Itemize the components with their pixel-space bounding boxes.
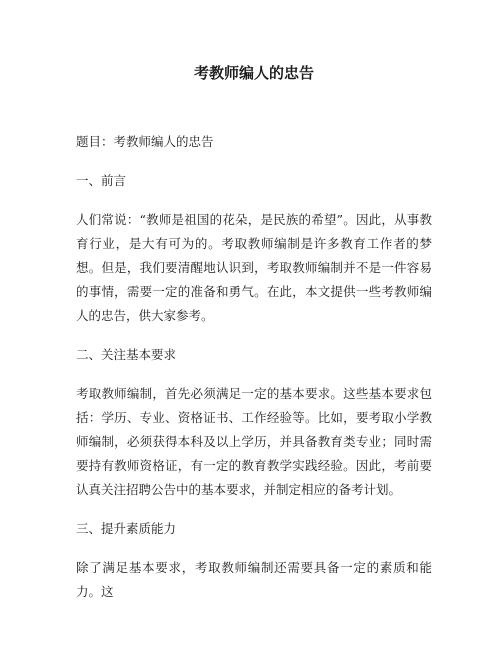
section-paragraph-basic-requirements: 考取教师编制，首先必须满足一定的基本要求。这些基本要求包括：学历、专业、资格证书、工作经验等。比如，要考取小学教师编制，必须获得本科及以上学历，并具备教育类专业；同时需要持有教师资格证，有一定的教育教学实践经验。因此，考前要认真关注招聘公告中的基本要求，并制定相应的备考计划。 [76, 386, 432, 497]
section-paragraph-improve-abilities: 除了满足基本要求，考取教师编制还需要具备一定的素质和能力。这 [76, 560, 432, 599]
section-heading-basic-requirements: 二、关注基本要求 [76, 347, 177, 362]
document-title: 考教师编人的忠告 [193, 64, 314, 82]
section-paragraph-preface: 人们常说：“教师是祖国的花朵，是民族的希望”。因此，从事教育行业，是大有可为的。考取教师编制是许多教育工作者的梦想。但是，我们要清醒地认识到，考取教师编制并不是一件容易的事情，需要一定的准备和勇气。在此，本文提供一些考教师编人的忠告，供大家参考。 [76, 212, 432, 323]
section-heading-preface: 一、前言 [76, 173, 127, 188]
subject-line: 题目：考教师编人的忠告 [76, 134, 214, 149]
section-heading-improve-abilities: 三、提升素质能力 [76, 521, 177, 536]
